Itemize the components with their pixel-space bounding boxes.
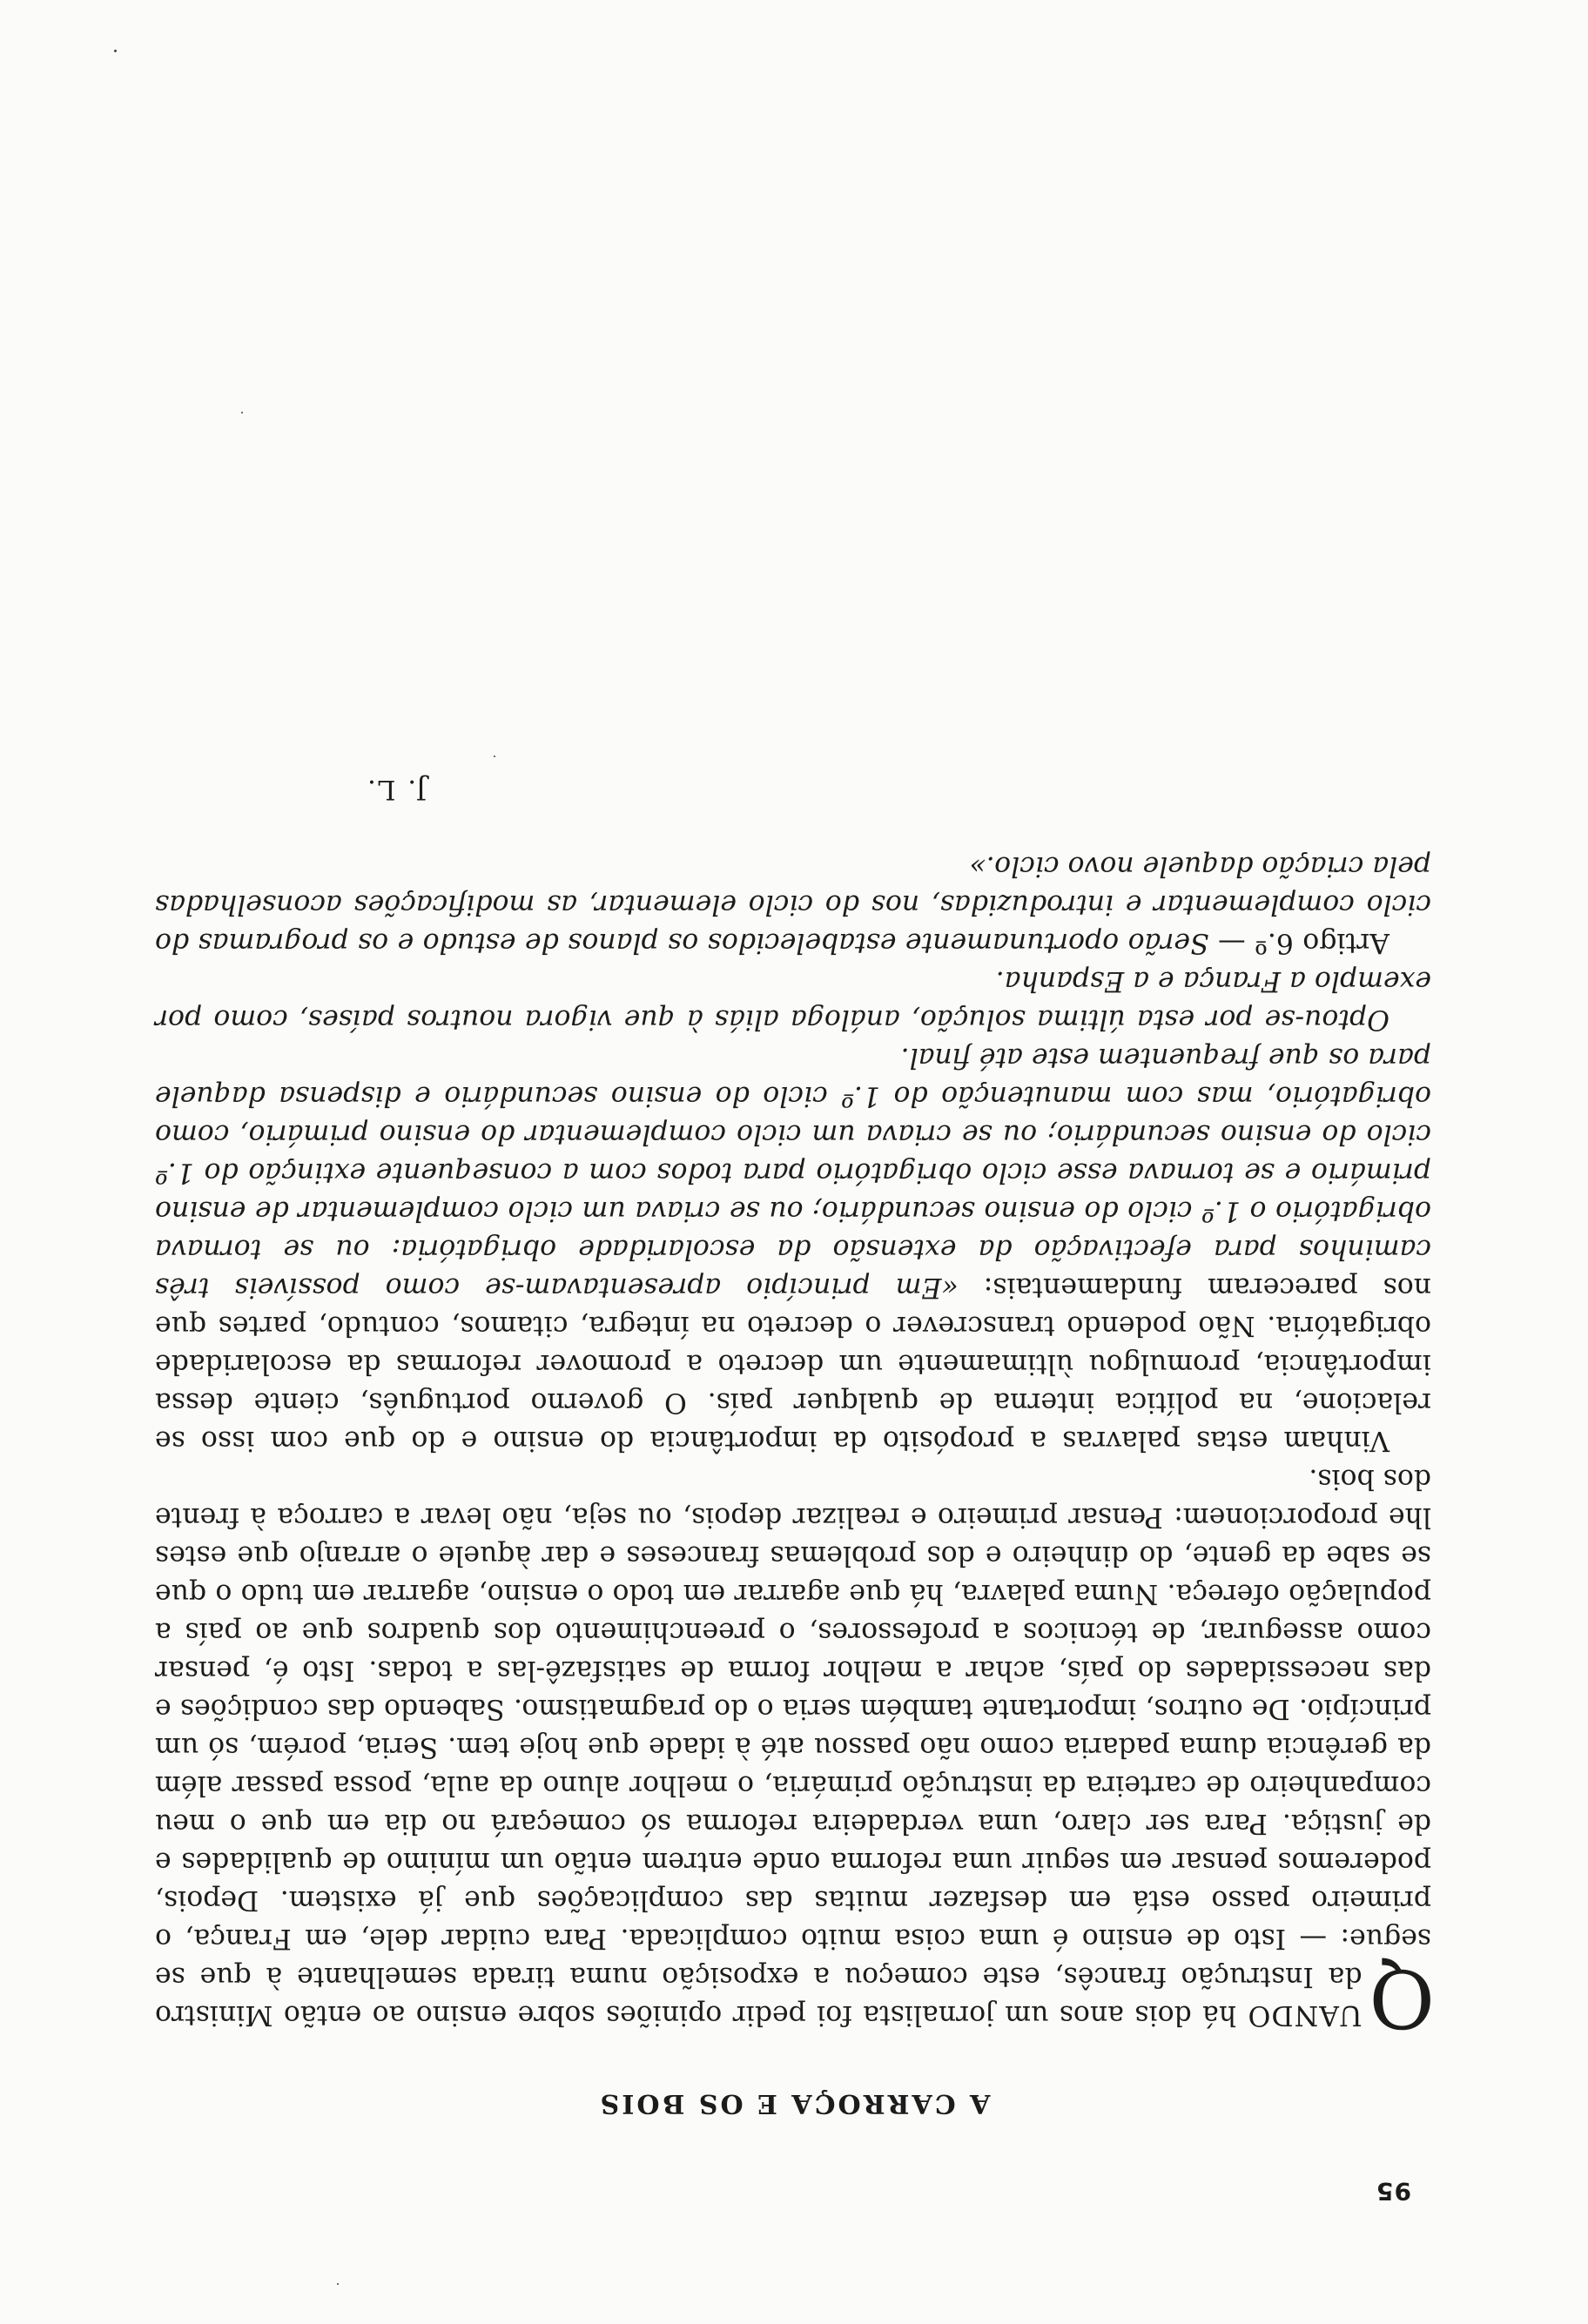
article-title: A CARROÇA E OS BOIS xyxy=(597,2088,991,2119)
paragraph-3 xyxy=(155,962,1431,1038)
drop-cap: Q xyxy=(1369,1951,1435,2045)
opening-word: UANDO xyxy=(1247,1999,1363,2031)
scan-speck xyxy=(494,756,495,757)
article-6-label: Artigo 6.º — xyxy=(1208,927,1390,958)
scan-speck xyxy=(337,2283,339,2285)
decree-quote-1: «Em princípio apresentavam-se como possíveis três caminhos para efectivação da extensão da escolaridade obrigatória: ou se tornava obrigatório o 1.º ciclo do ensino secundário; ou se criava um ciclo complementar de ensino primário e se tornava esse ciclo obrigatório para todos com a consequente extinção do 1.º ciclo do ensino secundário; ou se criava um ciclo complementar do ensino primário, como obrigatório, mas com manutenção do 1.º ciclo do ensino secundário e dispensa daquele para os que frequentem este até final. xyxy=(154,1042,1431,1303)
paragraph-4 xyxy=(155,847,1431,962)
article-body xyxy=(154,847,1435,2045)
author-signature: J. L. xyxy=(366,774,427,805)
paragraph-2 xyxy=(155,1038,1431,1460)
decree-quote-3: Serão oportunamente estabelecidos os planos de estudo e os programas do ciclo complementar e introduzidas, nos do ciclo elementar, as modificações aconselhadas pela criação daquele novo ciclo.» xyxy=(155,850,1431,958)
scan-speck xyxy=(114,50,117,52)
paragraph-2-text: Vinham estas palavras a propósito da importância do ensino e do que com isso se relacione, na política interna de qualquer país. O governo português, ciente dessa importância, promulgou ùltimamente um decreto a promover reformas da escolaridade obrigatória. Não podendo transcrever o decreto na íntegra, citamos, contudo, partes que nos pareceram fundamentais: xyxy=(155,1272,1431,1456)
page-number: 95 xyxy=(1376,2177,1411,2206)
scan-speck xyxy=(241,412,243,413)
paragraph-1 xyxy=(155,1460,1435,2045)
decree-quote-2: Optou-se por esta última solução, análoga aliás à que vigora noutros países, como por exemplo a França e a Espanha. xyxy=(155,965,1431,1035)
paragraph-1-text: há dois anos um jornalista foi pedir opiniões sobre ensino ao então Ministro da Instrução francês, este começou a exposição numa tirada semelhante à que se segue: — Isto de ensino é uma coisa muito complicada. Para cuidar dele, em França, o primeiro passo está em desfazer muitas das complicações que já existem. Depois, poderemos pensar em seguir uma reforma onde entrem então um mínimo de qualidades e de justiça. Para ser claro, uma verdadeira reforma só começará no dia em que o meu companheiro de carteira da instrução primária, o melhor aluno da aula, possa passar além da gerência duma padaria como não passou até à idade que hoje tem. Seria, porém, só um princípio. De outros, importante também seria o do pragmatismo. Sabendo das condições e das necessidades do país, achar a melhor forma de satisfazê-las a todas. Isto é, pensar como assegurar, de técnicos a professores, o preenchimento dos quadros que ao país a população ofereça. Numa palavra, há que agarrar em todo o ensino, agarrar em tudo o que se sabe da gente, do dinheiro e dos problemas franceses e dar àquele o arranjo que estes lhe proporcionem: Pensar primeiro e realizar depois, ou seja, não levar a carroça à frente dos bois. xyxy=(155,1463,1431,2031)
